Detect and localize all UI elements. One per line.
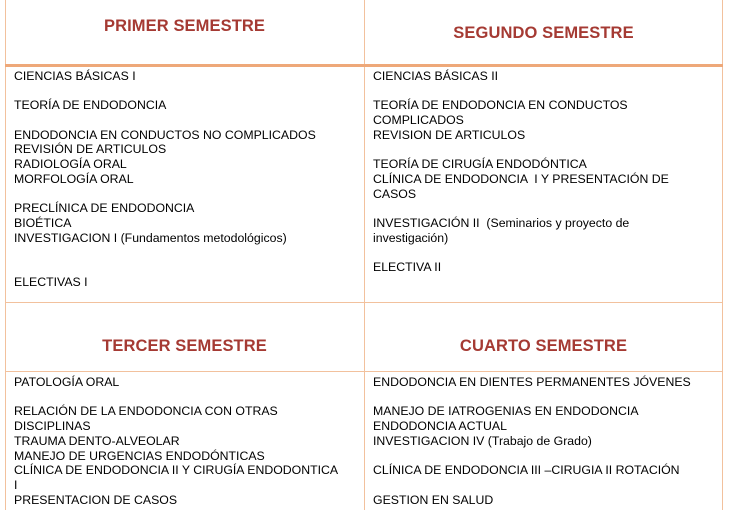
course-line: RELACIÓN DE LA ENDODONCIA CON OTRAS (14, 404, 278, 419)
course-line: MANEJO DE URGENCIAS ENDODÓNTICAS (14, 448, 265, 463)
course-line: ENDODONCIA EN DIENTES PERMANENTES JÓVENES (373, 375, 691, 389)
course-line: REVISIÓN DE ARTICULOS (14, 142, 167, 157)
blank-line (373, 449, 722, 464)
courses-tercer-semestre (5, 372, 364, 507)
header-tercer-semestre (5, 337, 364, 356)
blank-line (14, 390, 364, 405)
blank-line (14, 84, 364, 99)
course-line: TEORÍA DE ENDODONCIA EN CONDUCTOS (373, 98, 628, 113)
course-line: I (14, 477, 18, 492)
semester-title: TERCER SEMESTRE (102, 337, 267, 355)
course-line: MORFOLOGÍA ORAL (14, 171, 134, 186)
blank-line (373, 201, 722, 216)
course-line: CIENCIAS BÁSICAS I (14, 69, 136, 83)
course-line: ELECTIVA II (373, 260, 442, 275)
course-line: TRAUMA DENTO-ALVEOLAR (14, 433, 180, 448)
course-line: MANEJO DE IATROGENIAS EN ENDODONCIA (373, 404, 639, 419)
semester-title: PRIMER SEMESTRE (103, 17, 266, 35)
courses-cuarto-semestre (364, 372, 722, 507)
course-line: GESTION EN SALUD (373, 492, 494, 507)
semester-title: CUARTO SEMESTRE (459, 337, 628, 355)
blank-line (14, 260, 364, 275)
blank-line (373, 143, 722, 158)
semester-table (5, 0, 723, 510)
row-divider (5, 302, 723, 303)
header-segundo-semestre (365, 24, 722, 43)
header-primer-semestre (5, 17, 364, 36)
semester-title: SEGUNDO SEMESTRE (453, 24, 634, 42)
course-line: PRESENTACION DE CASOS (14, 492, 178, 507)
course-line: CLÍNICA DE ENDODONCIA III –CIRUGIA II ROTACIÓN (373, 463, 680, 478)
course-line: CLÍNICA DE ENDODONCIA I Y PRESENTACIÓN DE (373, 171, 669, 186)
course-line: CIENCIAS BÁSICAS II (373, 69, 499, 83)
blank-line (14, 245, 364, 260)
courses-primer-semestre (5, 66, 364, 289)
blank-line (373, 245, 722, 260)
course-line: ENDODONCIA EN CONDUCTOS NO COMPLICADOS (14, 127, 316, 142)
courses-segundo-semestre (364, 66, 722, 275)
blank-line (14, 187, 364, 202)
blank-line (14, 113, 364, 128)
course-line: ENDODONCIA ACTUAL (373, 419, 507, 434)
blank-line (373, 390, 722, 405)
course-line: TEORÍA DE CIRUGÍA ENDODÓNTICA (373, 157, 587, 172)
course-line: DISCIPLINAS (14, 419, 91, 434)
header-cuarto-semestre (365, 337, 722, 356)
course-line: ELECTIVAS I (14, 274, 88, 289)
table-border-right (722, 0, 723, 510)
course-line: PRECLÍNICA DE ENDODONCIA (14, 201, 195, 216)
course-line: INVESTIGACION I (Fundamentos metodológicos) (14, 230, 287, 245)
blank-line (373, 478, 722, 493)
course-line: CLÍNICA DE ENDODONCIA II Y CIRUGÍA ENDODONTICA (14, 463, 339, 478)
course-line: RADIOLOGÍA ORAL (14, 157, 127, 172)
course-line: INVESTIGACIÓN II (Seminarios y proyecto de (373, 215, 630, 230)
course-line: COMPLICADOS (373, 113, 464, 128)
course-line: REVISION DE ARTICULOS (373, 127, 526, 142)
course-line: TEORÍA DE ENDODONCIA (14, 98, 167, 113)
course-line: BIOÉTICA (14, 215, 72, 230)
course-line: investigación) (373, 230, 449, 245)
blank-line (373, 84, 722, 99)
course-line: INVESTIGACION IV (Trabajo de Grado) (373, 433, 592, 448)
course-line: PATOLOGÍA ORAL (14, 375, 120, 389)
course-line: CASOS (373, 186, 417, 201)
